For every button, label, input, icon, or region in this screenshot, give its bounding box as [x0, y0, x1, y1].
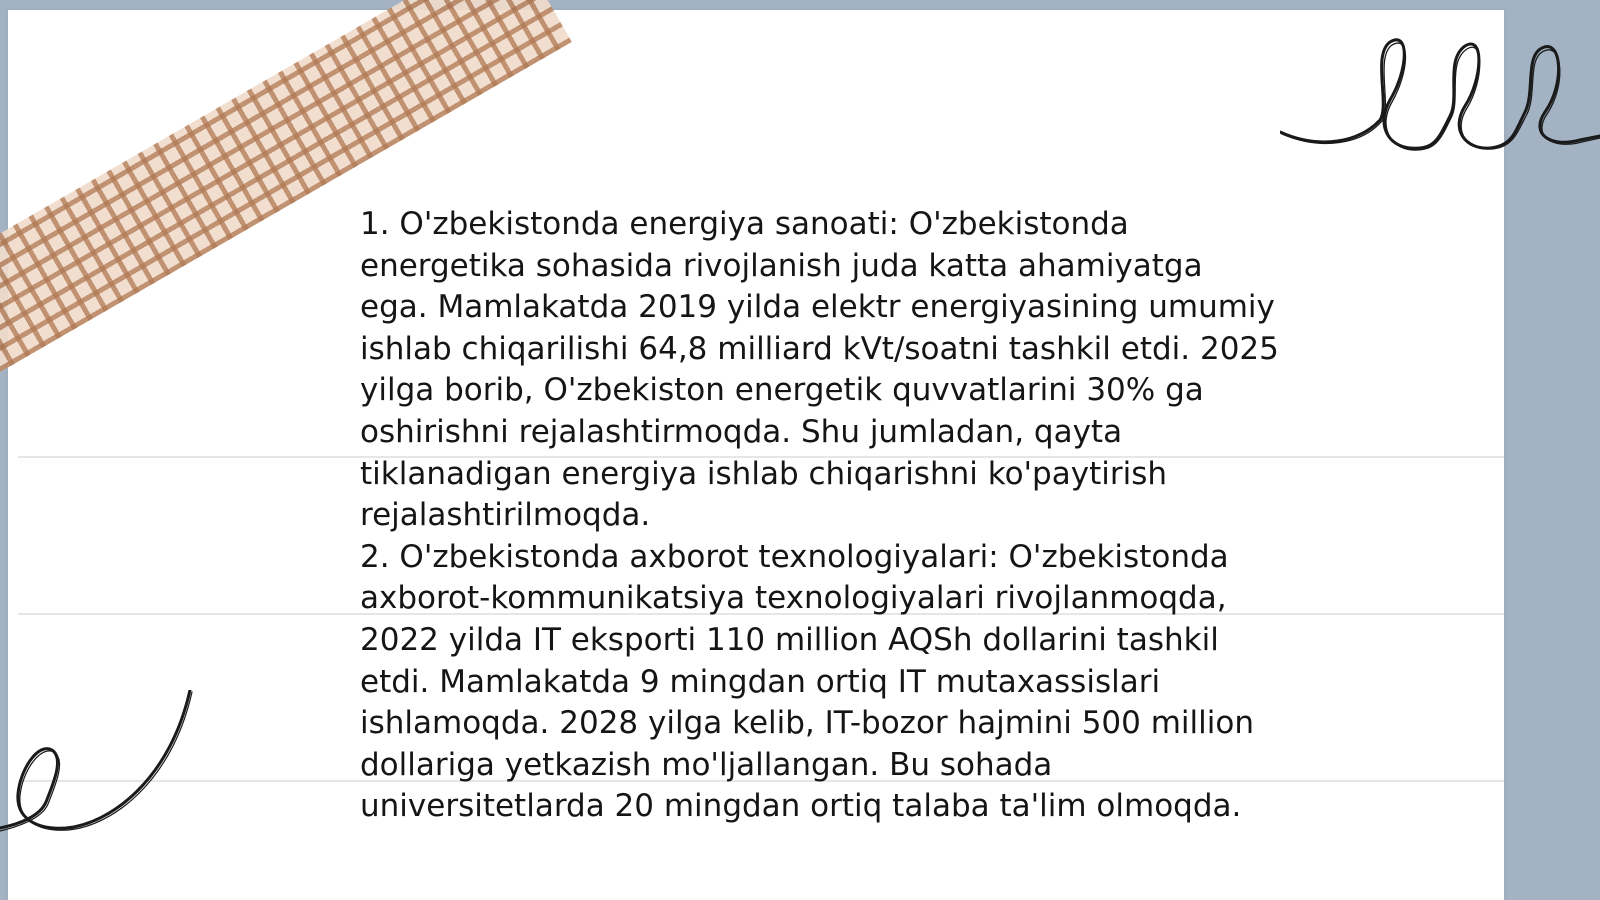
paragraph-it: 2. O'zbekistonda axborot texnologiyalari: O'zbekistonda axborot-kommunikatsiya texnologiyalari rivojlanmoqda, 2022 yilda IT eksporti 110 million AQSh dollarini tashkil etdi. Mamlakatda 9 mingdan ortiq IT mutaxassislari ishlamoqda. 2028 yilga kelib, IT-bozor hajmini 500 million dollariga yetkazish mo'ljallangan. Bu sohada universitetlarda 20 mingdan ortiq talaba ta'lim olmoqda.: [360, 538, 1254, 825]
paragraph-energy: 1. O'zbekistonda energiya sanoati: O'zbekistonda energetika sohasida rivojlanish juda katta ahamiyatga ega. Mamlakatda 2019 yilda elektr energiyasining umumiy ishlab chiqarilishi 64,8 milliard kVt/soatni tashkil etdi. 2025 yilga borib, O'zbekiston energetik quvvatlarini 30% ga oshirishni rejalashtirmoqda. Shu jumladan, qayta tiklanadigan energiya ishlab chiqarishni ko'paytirish rejalashtirilmoqda.: [360, 206, 1279, 534]
body-text: [360, 204, 1280, 828]
